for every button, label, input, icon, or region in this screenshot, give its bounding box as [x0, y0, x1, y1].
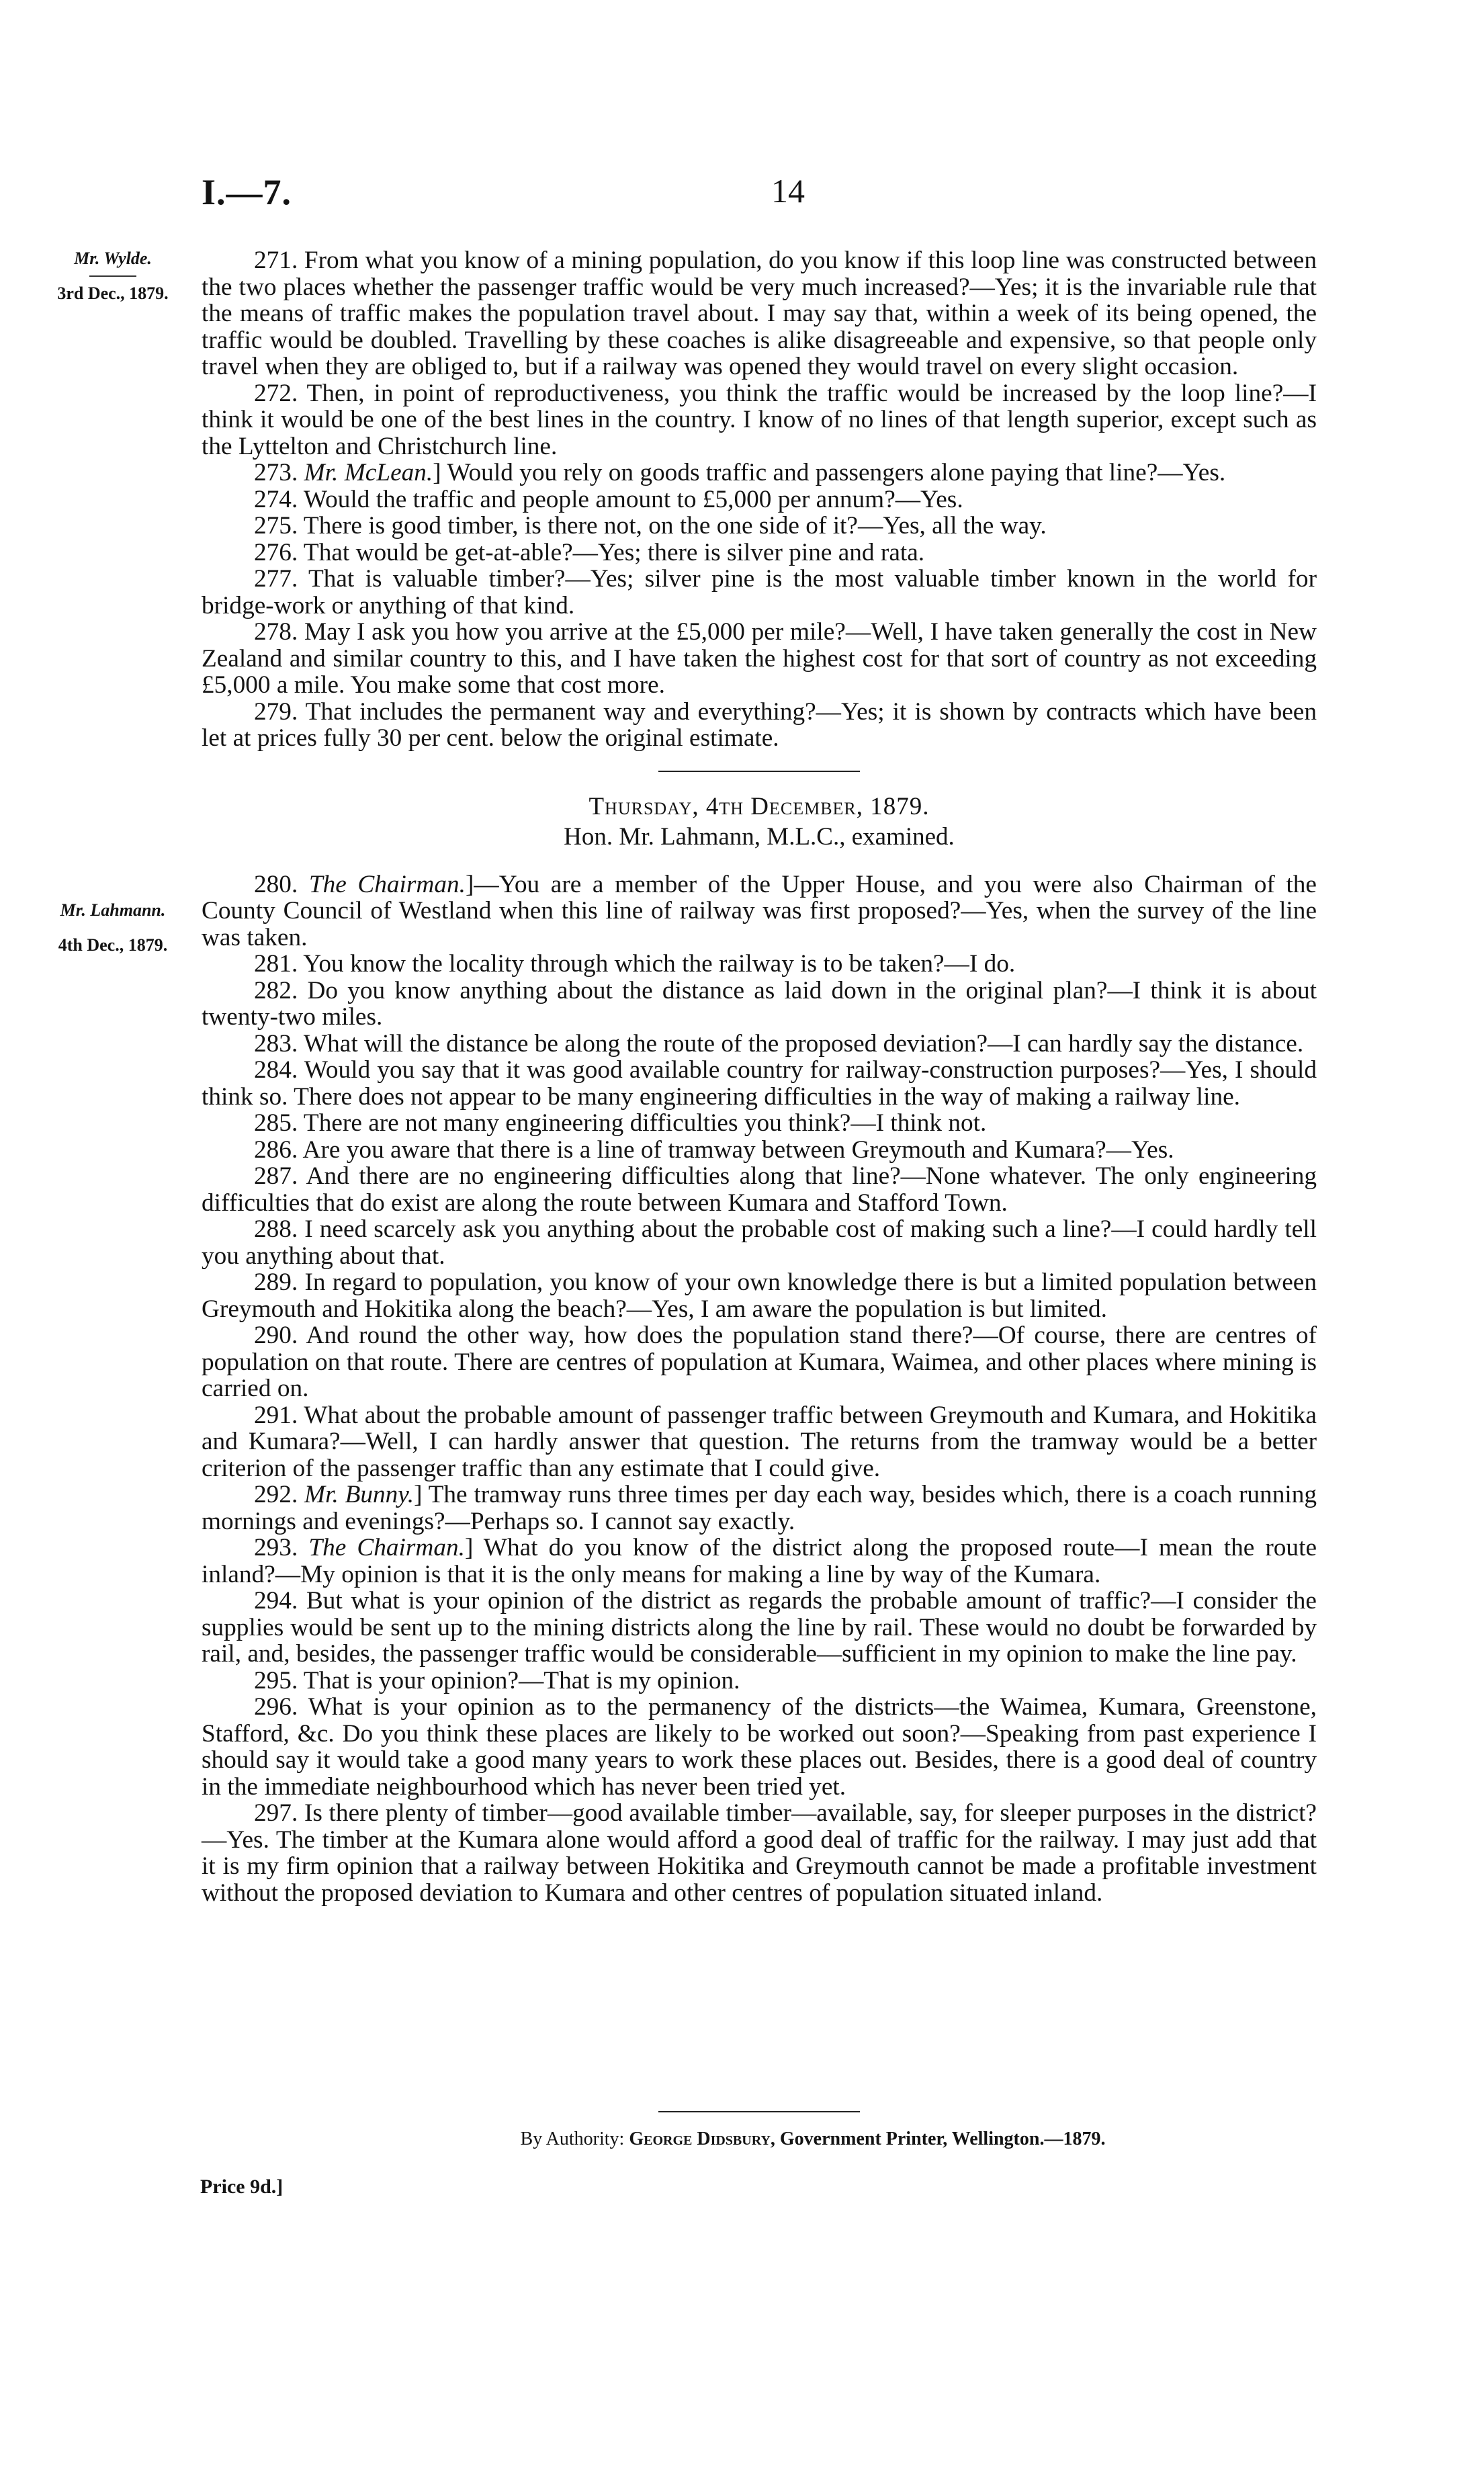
question-297: 297. Is there plenty of timber—good available timber—available, say, for sleeper purposes in the district?—Yes. The timber at the Kumara alone would afford a good deal of traffic for the railway. I may just add that it is my firm opinion that a railway between Hokitika and Greymouth cannot be made a profitable investment without the proposed deviation to Kumara and other centres of population situated inland. — [202, 1799, 1317, 1907]
question-281: 281. You know the locality through which the railway is to be taken?—I do. — [254, 950, 1016, 978]
question-288: 288. I need scarcely ask you anything about the probable cost of making such a line?—I could hardly tell you anything about that. — [202, 1215, 1317, 1270]
margin-note-divider — [89, 275, 136, 277]
speaker-name: Mr. Bunny. — [304, 1481, 414, 1508]
question-text: ] What do you know of the district along the proposed route—I mean the route inland?—My opinion is that it is the only means for making a line by way of the Kumara. — [202, 1534, 1317, 1588]
margin-note-wylde — [32, 247, 193, 305]
witness-heading: Hon. Mr. Lahmann, M.L.C., examined. — [564, 822, 955, 851]
question-286: 286. Are you aware that there is a line of tramway between Greymouth and Kumara?—Yes. — [254, 1135, 1174, 1164]
question-285: 285. There are not many engineering difficulties you think?—I think not. — [254, 1109, 987, 1137]
footer-divider — [658, 2111, 860, 2112]
question-text: ] Would you rely on goods traffic and passengers alone paying that line?—Yes. — [433, 459, 1226, 486]
testimony-body — [202, 247, 1317, 1906]
printer-credit — [417, 2129, 1209, 2150]
question-277: 277. That is valuable timber?—Yes; silver pine is the most valuable timber known in the world for bridge-work or anything of that kind. — [202, 565, 1317, 619]
speaker-name: The Chairman. — [308, 1534, 465, 1561]
question-278: 278. May I ask you how you arrive at the £5,000 per mile?—Well, I have taken generally the cost in New Zealand and similar country to this, and I have taken the highest cost for that sort of country as not exceeding £5,000 a mile. You make some that cost more. — [202, 618, 1317, 699]
question-289: 289. In regard to population, you know of your own knowledge there is but a limited population between Greymouth and Hokitika along the beach?—Yes, I am aware the population is but limited. — [202, 1269, 1317, 1323]
question-296: 296. What is your opinion as to the permanency of the districts—the Waimea, Kumara, Greenstone, Stafford, &c. Do you think these places are likely to be worked out soon?—Speaking from past experience I should say it would take a good many years to work these places out. Besides, there is a good deal of country in the immediate neighbourhood which has never been tried yet. — [202, 1693, 1317, 1801]
margin-note-date: 4th Dec., 1879. — [58, 935, 168, 955]
speaker-name: The Chairman. — [308, 870, 466, 898]
question-number: 273. — [254, 459, 298, 486]
question-276: 276. That would be get-at-able?—Yes; there is silver pine and rata. — [254, 538, 925, 566]
question-text: ] The tramway runs three times per day each way, besides which, there is a coach running mornings and evenings?—Perhaps so. I cannot say exactly. — [202, 1481, 1317, 1535]
margin-note-name: Mr. Wylde. — [74, 249, 152, 268]
question-text: ]—You are a member of the Upper House, and you were also Chairman of the County Council of Westland when this line of railway was first proposed?—Yes, when the survey of the line was taken. — [202, 870, 1317, 951]
printer-name: George Didsbury — [629, 2129, 771, 2149]
question-291: 291. What about the probable amount of passenger traffic between Greymouth and Kumara, and Hokitika and Kumara?—Well, I can hardly answer that question. The returns from the tramway would be a better criterion of the passenger traffic than any estimate that I could give. — [202, 1401, 1317, 1482]
section-divider — [658, 771, 860, 772]
question-274: 274. Would the traffic and people amount to £5,000 per annum?—Yes. — [254, 485, 963, 513]
question-282: 282. Do you know anything about the distance as laid down in the original plan?—I think it is about twenty-two miles. — [202, 976, 1317, 1031]
page-number: 14 — [771, 172, 805, 210]
question-number: 280. — [254, 870, 298, 898]
question-284: 284. Would you say that it was good available country for railway-construction purposes?—Yes, I should think so. There does not appear to be many engineering difficulties in the way of making a railway line. — [202, 1056, 1317, 1111]
question-279: 279. That includes the permanent way and everything?—Yes; it is shown by contracts which have been let at prices fully 30 per cent. below the original estimate. — [202, 697, 1317, 752]
question-271: 271. From what you know of a mining population, do you know if this loop line was constructed between the two places whether the passenger traffic would be very much increased?—Yes; it is the invariable rule that the means of traffic makes the population travel about. I may say that, within a week of its being opened, the traffic would be doubled. Travelling by these coaches is alike disagreeable and expensive, so that people only travel when they are obliged to, but if a railway was opened they would travel on every slight occasion. — [202, 247, 1317, 380]
page-header — [202, 171, 1317, 218]
credit-prefix: By Authority: — [520, 2129, 629, 2149]
question-280 — [202, 871, 1317, 951]
question-295: 295. That is your opinion?—That is my opinion. — [254, 1666, 740, 1694]
testimony-section-one — [202, 247, 1317, 752]
question-273 — [202, 460, 1317, 486]
question-number: 292. — [254, 1481, 298, 1508]
question-283: 283. What will the distance be along the route of the proposed deviation?—I can hardly say the distance. — [254, 1029, 1304, 1058]
margin-note-lahmann — [32, 899, 193, 957]
margin-note-name: Mr. Lahmann. — [60, 900, 166, 920]
printer-details: , Government Printer, Wellington.—1879. — [770, 2129, 1106, 2149]
testimony-section-two — [202, 871, 1317, 1907]
day-heading: Thursday, 4th December, 1879. — [588, 792, 930, 820]
question-290: 290. And round the other way, how does the population stand there?—Of course, there are centres of population on that route. There are centres of population at Kumara, Waimea, and other places where mining is carried on. — [202, 1322, 1317, 1402]
question-292 — [202, 1481, 1317, 1535]
document-reference: I.—7. — [202, 172, 292, 212]
question-293 — [202, 1535, 1317, 1588]
question-275: 275. There is good timber, is there not, on the one side of it?—Yes, all the way. — [254, 512, 1047, 540]
speaker-name: Mr. McLean. — [304, 459, 433, 486]
price-note: Price 9d.] — [200, 2176, 283, 2198]
question-number: 293. — [254, 1534, 298, 1561]
question-287: 287. And there are no engineering difficulties along that line?—None whatever. The only engineering difficulties that do exist are along the route between Kumara and Stafford Town. — [202, 1162, 1317, 1217]
question-294: 294. But what is your opinion of the district as regards the probable amount of traffic?—I consider the supplies would be sent up to the mining districts along the line by rail. These would no doubt be forwarded by rail, and, besides, the passenger traffic would be considerable—sufficient in my opinion to make the line pay. — [202, 1587, 1317, 1668]
margin-note-date: 3rd Dec., 1879. — [57, 284, 169, 303]
question-272: 272. Then, in point of reproductiveness, you think the traffic would be increased by the loop line?—I think it would be one of the best lines in the country. I know of no lines of that length superior, except such as the Lyttelton and Christchurch line. — [202, 379, 1317, 460]
